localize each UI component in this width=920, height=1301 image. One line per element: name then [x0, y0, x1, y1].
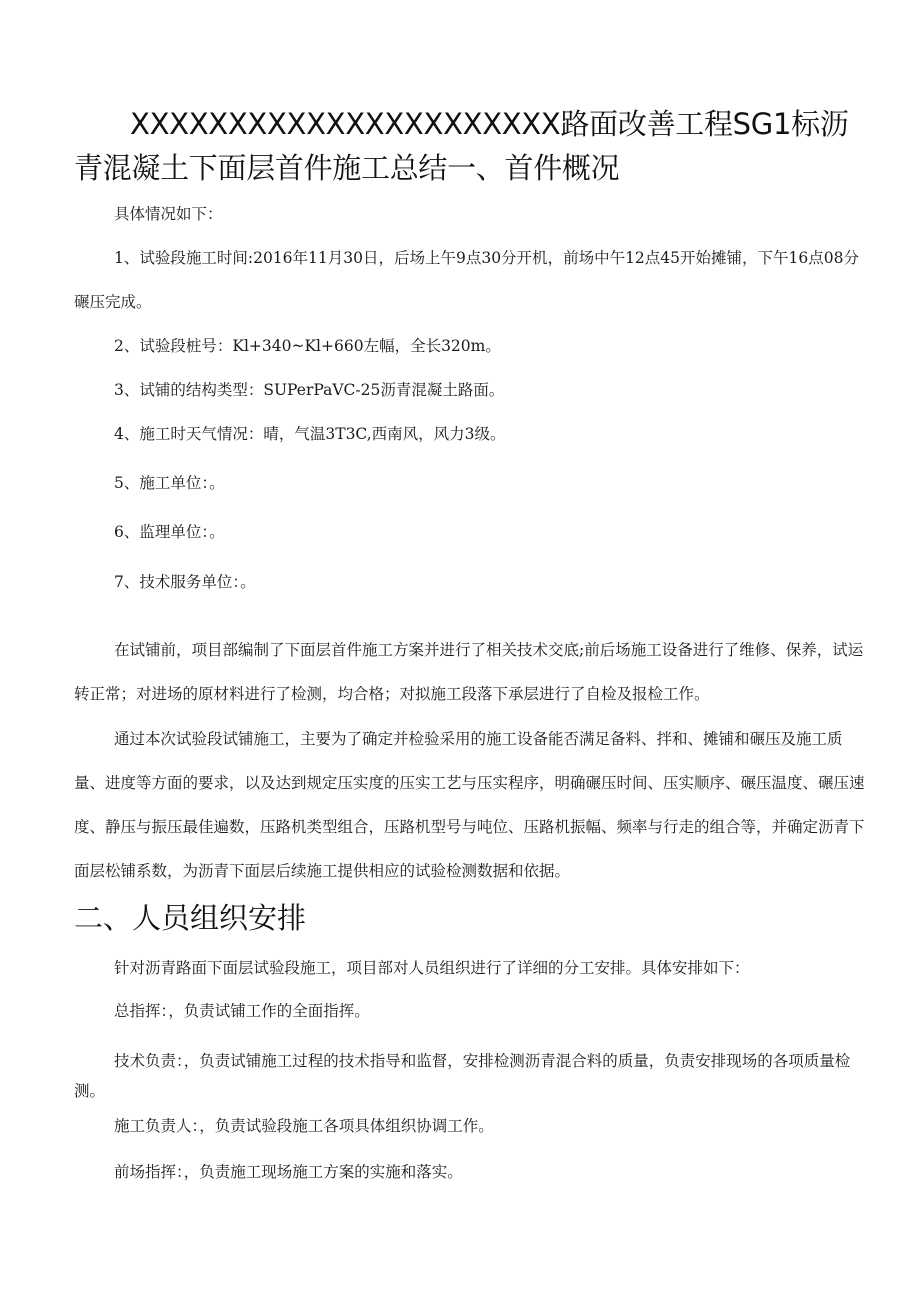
- paragraph-purpose: 通过本次试验段试铺施工，主要为了确定并检验采用的施工设备能否满足备料、拌和、摊铺和碾压及施工质量、进度等方面的要求，以及达到规定压实度的压实工艺与压实程序，明确碾压时间、压实顺序、碾压温度、碾压速度、静压与振压最佳遍数，压路机类型组合，压路机型号与吨位、压路机振幅、频率与行走的组合等，并确定沥青下面层松铺系数，为沥青下面层后续施工提供相应的试验检测数据和依据。: [74, 730, 865, 880]
- list-item-2: 2、试验段桩号：Kl+340~Kl+660左幅，全长320m。: [114, 337, 501, 355]
- role-commander: 总指挥：，负责试铺工作的全面指挥。: [114, 1002, 370, 1020]
- list-item-5: 5、施工单位：。: [114, 474, 225, 492]
- role-construction-lead: 施工负责人：，负责试验段施工各项具体组织协调工作。: [114, 1117, 494, 1135]
- list-item-3: 3、试铺的结构类型：SUPerPaVC-25沥青混凝土路面。: [114, 381, 505, 399]
- list-item-4: 4、施工时天气情况：晴，气温3T3C,西南风，风力3级。: [114, 425, 506, 443]
- list-item-7: 7、技术服务单位：。: [114, 573, 256, 591]
- section-intro: 针对沥青路面下面层试验段施工，项目部对人员组织进行了详细的分工安排。具体安排如下：: [114, 959, 750, 977]
- list-item-6: 6、监理单位：。: [114, 523, 225, 541]
- role-technical-lead: 技术负责：，负责试铺施工过程的技术指导和监督，安排检测沥青混合料的质量，负责安排现场的各项质量检测。: [74, 1052, 851, 1100]
- role-front-commander: 前场指挥：，负责施工现场施工方案的实施和落实。: [114, 1163, 463, 1181]
- list-item-1: 1、试验段施工时间:2016年11月30日，后场上午9点30分开机，前场中午12点45开始摊铺，下午16点08分碾压完成。: [74, 249, 859, 311]
- paragraph-preparation: 在试铺前，项目部编制了下面层首件施工方案并进行了相关技术交底;前后场施工设备进行了维修、保养，试运转正常；对进场的原材料进行了检测，均合格；对拟施工段落下承层进行了自检及报检工作。: [74, 641, 864, 703]
- document-title: XXXXXXXXXXXXXXXXXXXXXX路面改善工程SG1标沥青混凝土下面层首件施工总结一、首件概况: [74, 107, 849, 185]
- section-heading-personnel: 二、人员组织安排: [74, 901, 307, 935]
- intro-text: 具体情况如下：: [114, 205, 223, 223]
